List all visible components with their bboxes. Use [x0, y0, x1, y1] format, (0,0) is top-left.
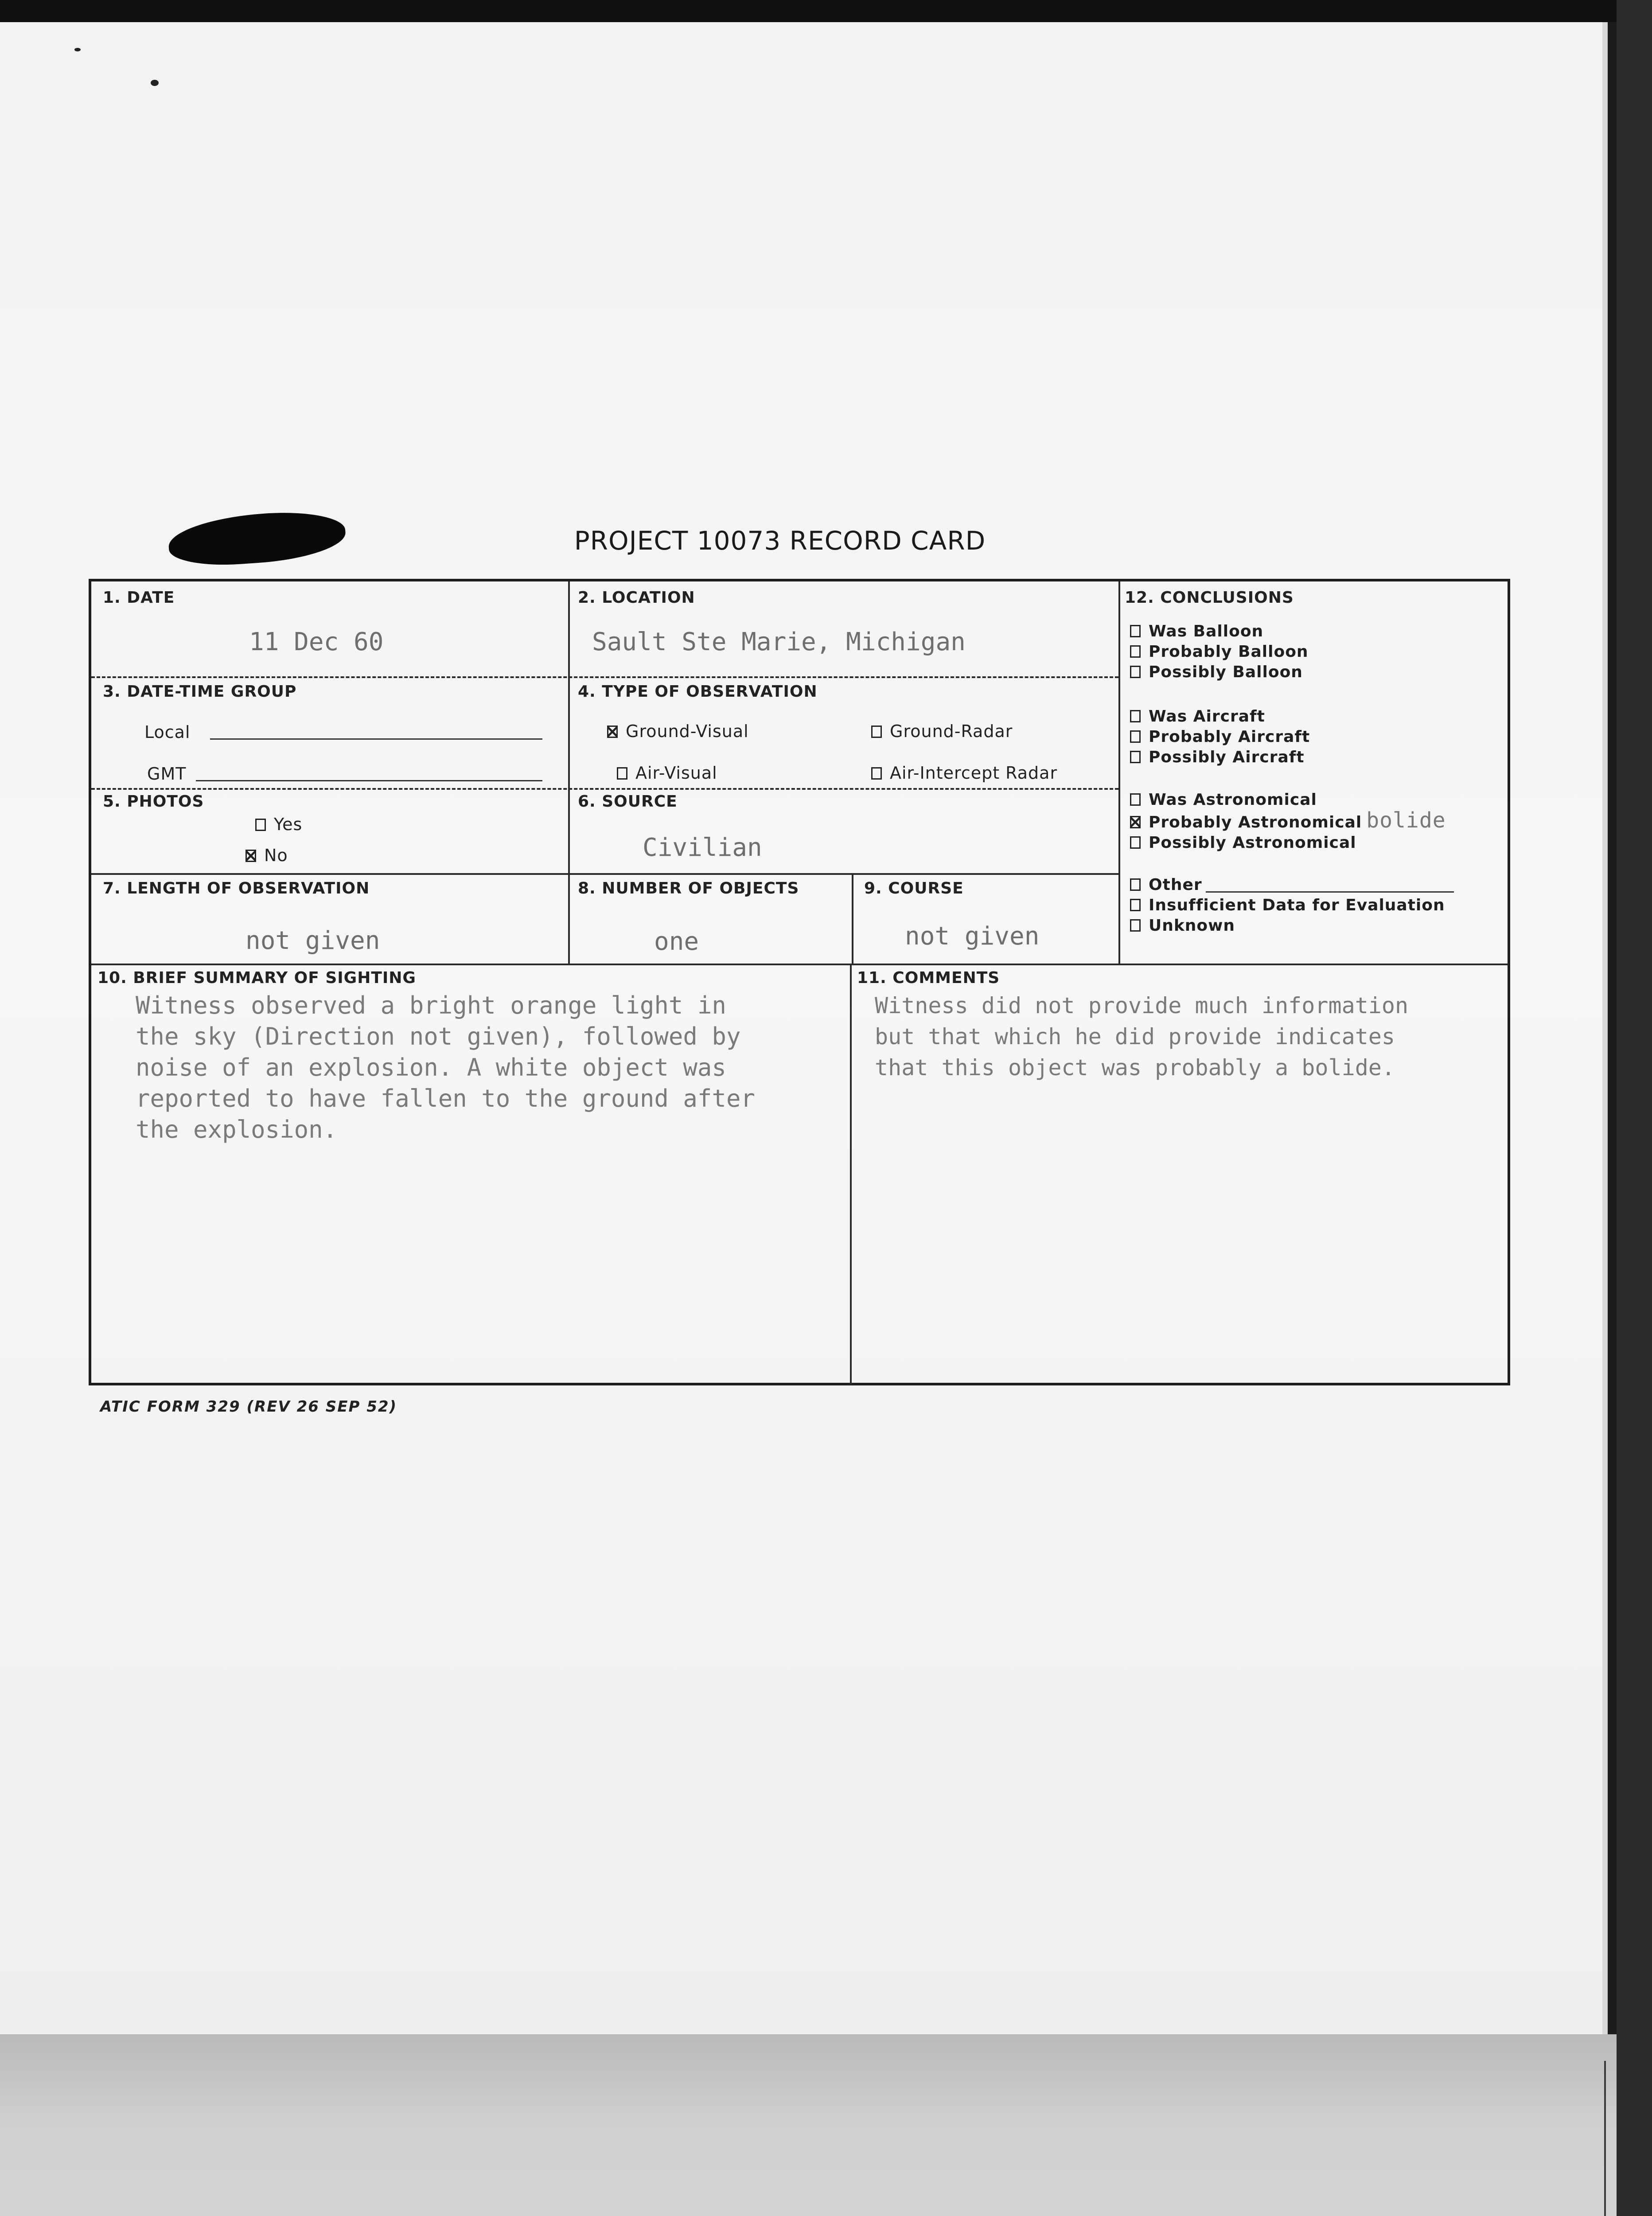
option-label: No — [264, 846, 288, 865]
option-label: Possibly Astronomical — [1149, 834, 1356, 852]
photos-yes-option[interactable] — [255, 815, 302, 834]
conclusion-option[interactable] — [1130, 706, 1310, 727]
conclusion-option[interactable] — [1130, 642, 1309, 662]
conclusion-option[interactable] — [1130, 662, 1309, 683]
option-label: Yes — [274, 815, 303, 834]
ground-radar-option[interactable] — [871, 722, 1013, 741]
checkbox-icon — [1130, 751, 1141, 763]
comments-label: 11. COMMENTS — [857, 969, 1000, 987]
handwritten-note: bolide — [1366, 808, 1446, 833]
conclusions-label: 12. CONCLUSIONS — [1125, 589, 1294, 607]
option-label: Was Astronomical — [1149, 791, 1317, 809]
film-right-edge — [1617, 0, 1652, 2216]
local-time-label: Local — [144, 722, 191, 742]
option-label: Possibly Aircraft — [1149, 748, 1305, 766]
air-intercept-radar-option[interactable] — [871, 763, 1057, 783]
option-label: Air-Intercept Radar — [890, 763, 1058, 783]
checkbox-icon — [1130, 878, 1141, 891]
checkbox-icon — [1130, 836, 1141, 849]
divider-col-course — [852, 874, 853, 964]
checkbox-icon — [871, 767, 882, 780]
option-label: Unknown — [1149, 917, 1235, 935]
air-visual-option[interactable] — [617, 763, 717, 783]
record-card — [89, 579, 1510, 1385]
comments-text[interactable] — [875, 990, 1408, 1083]
divider-row-4 — [91, 964, 1508, 965]
checkbox-checked-icon — [607, 726, 618, 738]
checkbox-icon — [1130, 625, 1141, 637]
checkbox-icon — [1130, 899, 1141, 911]
summary-line: the explosion. — [136, 1116, 338, 1143]
checkbox-checked-icon — [1130, 816, 1141, 828]
checkbox-icon — [871, 726, 882, 738]
conclusions-group-aircraft — [1130, 706, 1310, 768]
option-label: Ground-Radar — [890, 722, 1013, 741]
page-edge — [1602, 22, 1608, 2034]
divider-row-3 — [91, 873, 1118, 875]
background-surface — [0, 2034, 1617, 2216]
local-time-line[interactable] — [210, 738, 542, 740]
divider-row-2 — [91, 788, 1118, 790]
conclusion-option[interactable] — [1130, 895, 1454, 916]
comments-line: that this object was probably a bolide. — [875, 1055, 1395, 1081]
option-label: Was Balloon — [1149, 622, 1264, 640]
gmt-line[interactable] — [196, 780, 542, 781]
location-value[interactable]: Sault Ste Marie, Michigan — [592, 628, 966, 656]
checkbox-icon — [617, 767, 627, 780]
checkbox-icon — [1130, 919, 1141, 932]
conclusion-option[interactable] — [1130, 875, 1454, 895]
date-label: 1. DATE — [103, 589, 175, 607]
option-label: Possibly Balloon — [1149, 663, 1303, 681]
brief-summary-text[interactable] — [136, 990, 755, 1145]
checkbox-icon — [1130, 730, 1141, 743]
source-value[interactable]: Civilian — [643, 833, 762, 862]
comments-line: Witness did not provide much information — [875, 993, 1409, 1018]
comments-line: but that which he did provide indicates — [875, 1024, 1395, 1049]
date-time-group-label: 3. DATE-TIME GROUP — [103, 683, 297, 701]
option-label: Probably Astronomical — [1149, 813, 1362, 831]
option-label: Was Aircraft — [1149, 707, 1265, 726]
divider-col-2 — [1118, 581, 1120, 964]
page-title: PROJECT 10073 RECORD CARD — [574, 526, 986, 556]
option-label: Probably Balloon — [1149, 643, 1309, 661]
conclusions-group-astronomical — [1130, 790, 1446, 853]
option-label: Air-Visual — [635, 763, 717, 783]
conclusion-option[interactable] — [1130, 790, 1446, 810]
checkbox-icon — [1130, 645, 1141, 658]
summary-line: reported to have fallen to the ground after — [136, 1085, 755, 1112]
checkbox-icon — [1130, 710, 1141, 722]
option-label: Probably Aircraft — [1149, 728, 1310, 746]
form-number: ATIC FORM 329 (REV 26 SEP 52) — [100, 1398, 397, 1416]
summary-line: Witness observed a bright orange light in — [136, 991, 726, 1019]
number-of-objects-label: 8. NUMBER OF OBJECTS — [578, 879, 799, 897]
speck — [74, 48, 81, 51]
other-line[interactable] — [1206, 891, 1454, 893]
divider-col-1 — [568, 581, 570, 964]
number-of-objects-value[interactable]: one — [654, 927, 699, 956]
length-of-observation-value[interactable]: not given — [245, 926, 380, 955]
photos-label: 5. PHOTOS — [103, 792, 204, 811]
checkbox-icon — [1130, 793, 1141, 806]
option-label: Ground-Visual — [626, 722, 749, 741]
checkbox-icon — [255, 819, 266, 831]
conclusion-option[interactable] — [1130, 833, 1446, 853]
conclusion-option[interactable] — [1130, 810, 1446, 833]
course-value[interactable]: not given — [905, 922, 1040, 951]
source-label: 6. SOURCE — [578, 792, 678, 811]
divider-col-summary — [850, 964, 852, 1385]
summary-line: noise of an explosion. A white object was — [136, 1053, 726, 1081]
summary-line: the sky (Direction not given), followed by — [136, 1022, 741, 1050]
location-label: 2. LOCATION — [578, 589, 695, 607]
conclusion-option[interactable] — [1130, 727, 1310, 747]
course-label: 9. COURSE — [864, 879, 964, 897]
brief-summary-label: 10. BRIEF SUMMARY OF SIGHTING — [97, 969, 416, 987]
length-of-observation-label: 7. LENGTH OF OBSERVATION — [103, 879, 370, 897]
option-label: Other — [1149, 876, 1202, 894]
checkbox-checked-icon — [245, 850, 256, 862]
option-label: Insufficient Data for Evaluation — [1149, 896, 1445, 914]
conclusions-group-other — [1130, 875, 1454, 936]
checkbox-icon — [1130, 666, 1141, 678]
background-edge-line — [1604, 2061, 1606, 2216]
gmt-label: GMT — [147, 764, 187, 784]
film-top-edge — [0, 0, 1652, 22]
conclusion-option[interactable] — [1130, 916, 1454, 936]
photos-no-option[interactable] — [245, 846, 288, 865]
ground-visual-option[interactable] — [607, 722, 749, 741]
speck — [151, 80, 159, 86]
conclusions-group-balloon — [1130, 621, 1309, 683]
date-value[interactable]: 11 Dec 60 — [249, 628, 384, 656]
conclusion-option[interactable] — [1130, 621, 1309, 642]
conclusion-option[interactable] — [1130, 747, 1310, 768]
type-of-observation-label: 4. TYPE OF OBSERVATION — [578, 683, 818, 701]
divider-row-1 — [91, 676, 1118, 678]
